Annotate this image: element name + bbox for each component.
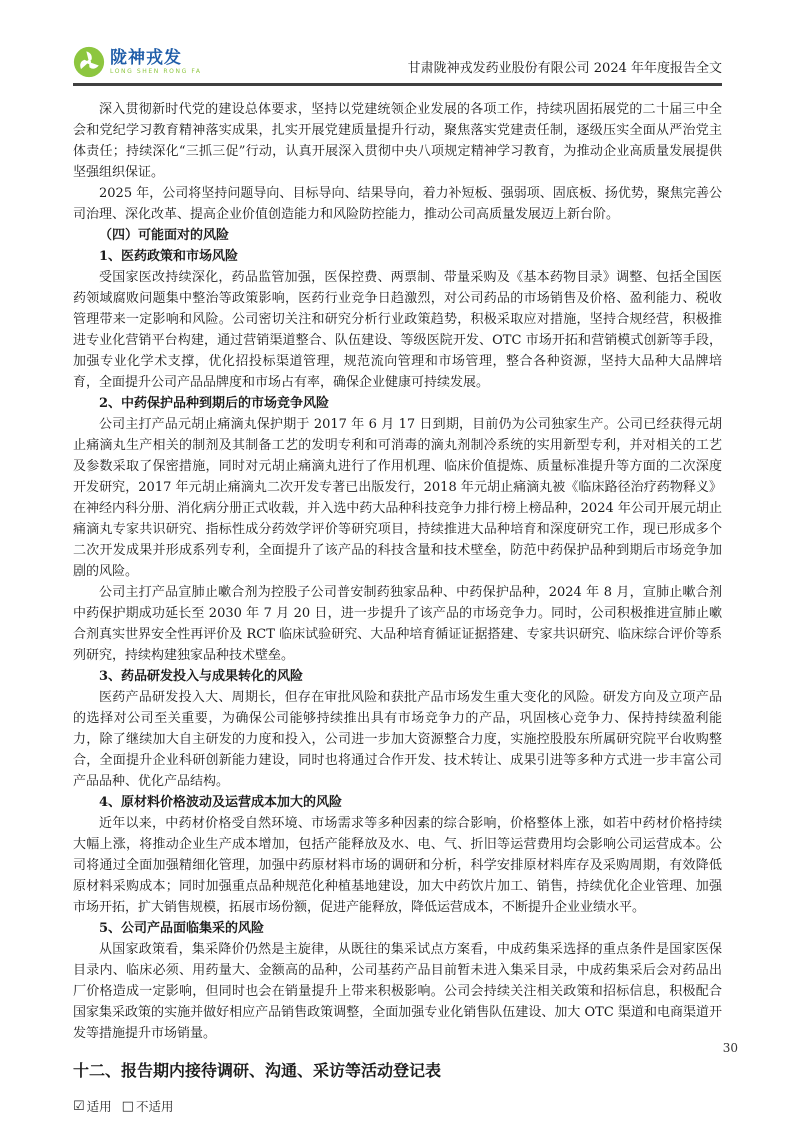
paragraph-risk-3: 医药产品研发投入大、周期长，但存在审批风险和获批产品市场发生重大变化的风险。研发方向及立项产品的选择对公司至关重要，为确保公司能够持续推出具有市场竞争力的产品，巩固核心竞争力、保持持续盈利能力，除了继续加大自主研发的力度和投入，公司进一步加大资源整合力度，实施控股股东所属研究院平台收购整合，全面提升企业科研创新能力建设，同时也将通过合作开发、技术转让、成果引进等多种方式进一步丰富公司产品品种、优化产品结构。	[73, 690, 722, 789]
paragraph-risk-2-xuanfei: 公司主打产品宣肺止嗽合剂为控股子公司普安制药独家品种、中药保护品种，2024 年 8 月，宣肺止嗽合剂中药保护期成功延长至 2030 年 7 月 20 日，进一步提升了该产品的市场竞争力。同时，公司积极推进宣肺止嗽合剂真实世界安全性再评价及 RCT 临床试验研究、大品种培育循证证据搭建、专家共识研究、临床综合评价等系列研究，持续构建独家品种技术壁垒。	[73, 585, 722, 663]
paragraph-risk-1: 受国家医改持续深化，药品监管加强，医保控费、两票制、带量采购及《基本药物目录》调整、包括全国医药领域腐败问题集中整治等政策影响，医药行业竞争日趋激烈，对公司药品的市场销售及价格、盈利能力、税收管理带来一定影响和风险。公司密切关注和研究分析行业政策趋势，积极采取应对措施，坚持合规经营，积极推进专业化营销平台构建，通过营销渠道整合、队伍建设、等级医院开发、OTC 市场开拓和营销模式创新等手段，加强专业化学术支撑，优化招投标渠道管理，规范流向管理和市场管理，整合各种资源，坚持大品种大品牌培育，全面提升公司产品品牌度和市场占有率，确保企业健康可持续发展。	[73, 270, 722, 390]
not-applicable-label: 不适用	[135, 1099, 174, 1114]
checkbox-unchecked-icon: □	[121, 1099, 134, 1114]
report-header-title: 甘肃陇神戎发药业股份有限公司 2024 年年度报告全文	[407, 61, 722, 76]
paragraph-risk-4: 近年以来，中药材价格受自然环境、市场需求等多种因素的综合影响，价格整体上涨，如若中药材价格持续大幅上涨，将推动企业生产成本增加，包括产能释放及水、电、气、折旧等运营费用均会影响公司运营成本。公司将通过全面加强精细化管理，加强中药原材料市场的调研和分析，科学安排原材料库存及采购周期，有效降低原材料采购成本；同时加强重点品种规范化种植基地建设，加大中药饮片加工、销售，持续优化企业管理、加强市场开拓，扩大销售规模，拓展市场份额，促进产能释放，降低运营成本，不断提升企业业绩水平。	[73, 816, 722, 915]
applicable-option	[73, 1096, 112, 1117]
logo-cn-text: 陇神戎发	[110, 47, 182, 68]
not-applicable-option	[122, 1096, 174, 1117]
paragraph-party-building: 深入贯彻新时代党的建设总体要求，坚持以党建统领企业发展的各项工作，持续巩固拓展党的二十届三中全会和党纪学习教育精神落实成果，扎实开展党建质量提升行动，聚焦落实党建责任制，逐级压实全面从严治党主体责任；持续深化“三抓三促”行动，认真开展深入贯彻中央八项规定精神学习教育，为推动企业高质量发展提供坚强组织保证。	[73, 102, 722, 180]
paragraph-risk-2-yuanhu: 公司主打产品元胡止痛滴丸保护期于 2017 年 6 月 17 日到期，目前仍为公司独家生产。公司已经获得元胡止痛滴丸生产相关的制剂及其制备工艺的发明专利和可消毒的滴丸剂制冷系统的实用新型专利，并对相关的工艺及参数采取了保密措施，同时对元胡止痛滴丸进行了作用机理、临床价值提炼、质量标准提升等方面的二次深度开发研究，2017 年元胡止痛滴丸二次开发专著已出版发行，2018 年元胡止痛滴丸被《临床路径治疗药物释义》在神经内科分册、消化病分册正式收载，并入选中药大品种科技竞争力排行榜上榜品种，2024 年公司开展元胡止痛滴丸专家共识研究、指标性成分药效学评价等研究项目，持续推进大品种培育和深度研究工作，现已形成多个二次开发成果并形成系列专利，全面提升了该产品的科技含量和技术壁垒，防范中药保护品种到期后市场竞争加剧的风险。	[73, 417, 722, 579]
company-logo	[73, 46, 202, 78]
logo-wordmark	[110, 47, 202, 75]
logo-pinwheel-icon	[73, 46, 105, 78]
applicable-label: 适用	[86, 1099, 112, 1114]
applicability-row	[73, 1096, 722, 1117]
heading-risk-3-rnd-conversion: 3、药品研发投入与成果转化的风险	[99, 669, 304, 684]
checkbox-checked-icon: ☑	[73, 1099, 85, 1114]
page-number: 30	[722, 1041, 738, 1055]
heading-risk-4-raw-material-cost: 4、原材料价格波动及运营成本加大的风险	[99, 795, 343, 810]
paragraph-risk-5: 从国家政策看，集采降价仍然是主旋律，从既往的集采试点方案看，中成药集采选择的重点条件是国家医保目录内、临床必须、用药量大、金额高的品种，公司基药产品目前暂未进入集采目录，中成药集采后会对药品出厂价格造成一定影响，但同时也会在销量提升上带来积极影响。公司会持续关注相关政策和招标信息，积极配合国家集采政策的实施并做好相应产品销售政策调整，全面加强专业化销售队伍建设、加大 OTC 渠道和电商渠道开发等措施提升市场销量。	[73, 942, 722, 1041]
heading-risk-1-policy-market: 1、医药政策和市场风险	[99, 249, 239, 264]
page-header	[73, 46, 722, 86]
report-body	[73, 99, 722, 1117]
heading-risk-5-centralized-procurement: 5、公司产品面临集采的风险	[99, 921, 265, 936]
logo-en-text: LONG SHEN RONG FA	[110, 67, 202, 75]
heading-section-12-reception-registry: 十二、报告期内接待调研、沟通、采访等活动登记表	[73, 1061, 442, 1080]
heading-risk-2-tcm-protection-expiry: 2、中药保护品种到期后的市场竞争风险	[99, 396, 330, 411]
paragraph-2025-plan: 2025 年，公司将坚持问题导向、目标导向、结果导向，着力补短板、强弱项、固底板、扬优势，聚焦完善公司治理、深化改革、提高企业价值创造能力和风险防控能力，推动公司高质量发展迈上新台阶。	[73, 186, 722, 222]
heading-possible-risks: （四）可能面对的风险	[99, 228, 230, 243]
